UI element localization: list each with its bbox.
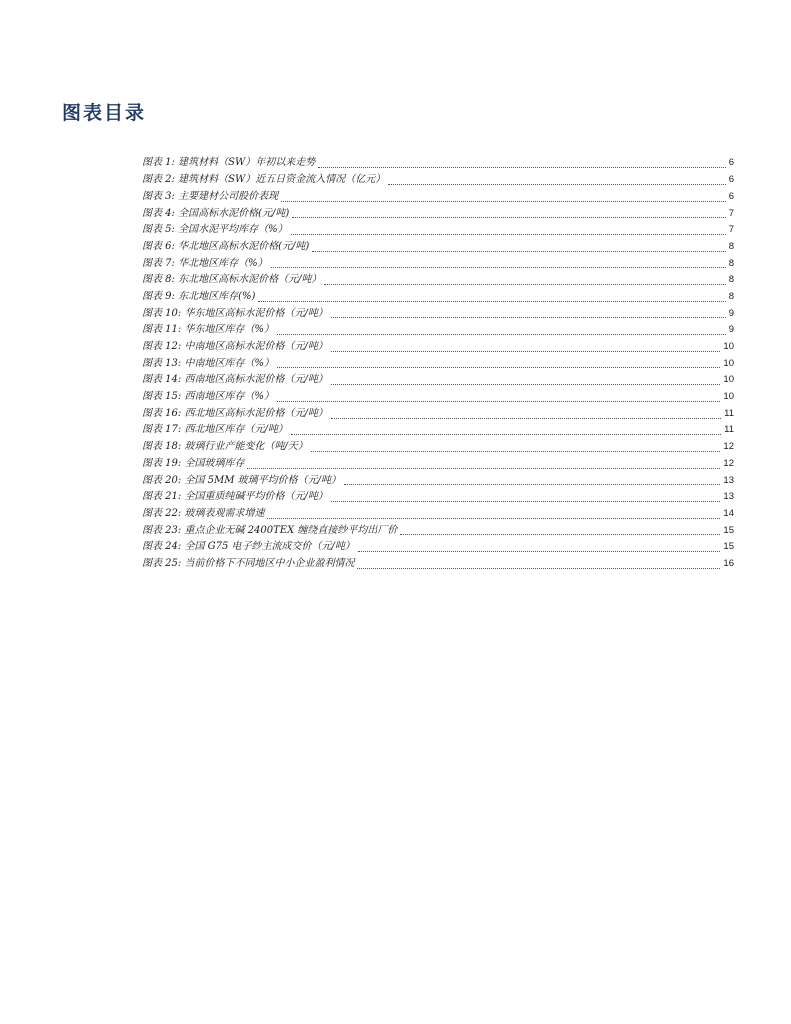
toc-entry-label: 图表 17: <box>142 424 182 436</box>
toc-entry-title: 华东地区高标水泥价格（元/吨） <box>184 307 328 319</box>
toc-dot-leader <box>331 384 721 385</box>
toc-entry-title: 中南地区高标水泥价格（元/吨） <box>184 341 328 353</box>
toc-entry-page-number: 6 <box>728 157 734 169</box>
toc-entry[interactable] <box>142 439 734 456</box>
toc-entry[interactable] <box>142 189 734 206</box>
toc-entry[interactable] <box>142 206 734 223</box>
toc-entry-page-number: 8 <box>728 240 734 252</box>
toc-dot-leader <box>331 351 721 352</box>
toc-dot-leader <box>331 418 721 419</box>
toc-entry-page-number: 9 <box>728 307 734 319</box>
toc-entry-title: 全国水泥平均库存（%） <box>178 224 288 236</box>
toc-entry-page-number: 11 <box>724 424 734 436</box>
toc-entry-label: 图表 7: <box>142 257 175 269</box>
toc-dot-leader <box>247 468 720 469</box>
toc-entry[interactable] <box>142 372 734 389</box>
toc-entry-page-number: 6 <box>728 190 734 202</box>
toc-entry-page-number: 11 <box>724 407 734 419</box>
toc-entry-title: 主要建材公司股价表现 <box>178 190 279 202</box>
toc-entry[interactable] <box>142 339 734 356</box>
toc-entry[interactable] <box>142 473 734 490</box>
toc-entry-label: 图表 22: <box>142 507 182 519</box>
toc-dot-leader <box>271 267 726 268</box>
toc-entry-page-number: 8 <box>728 290 734 302</box>
toc-entry[interactable] <box>142 556 734 573</box>
toc-dot-leader <box>312 251 725 252</box>
toc-entry[interactable] <box>142 456 734 473</box>
toc-entry-title: 全国高标水泥价格(元/吨) <box>178 207 290 219</box>
toc-entry-title: 西南地区库存（%） <box>184 391 274 403</box>
toc-entry-label: 图表 24: <box>142 541 182 553</box>
toc-dot-leader <box>311 451 721 452</box>
toc-list <box>142 156 734 573</box>
toc-entry-page-number: 13 <box>723 491 734 503</box>
toc-entry-label: 图表 21: <box>142 491 182 503</box>
toc-entry-page-number: 16 <box>723 557 734 569</box>
toc-dot-leader <box>267 518 720 519</box>
toc-dot-leader <box>318 167 725 168</box>
toc-entry[interactable] <box>142 389 734 406</box>
toc-entry[interactable] <box>142 356 734 373</box>
toc-entry-label: 图表 11: <box>142 324 182 336</box>
toc-dot-leader <box>277 401 720 402</box>
toc-entry[interactable] <box>142 406 734 423</box>
toc-entry-title: 西南地区高标水泥价格（元/吨） <box>184 374 328 386</box>
toc-entry-title: 全国重质纯碱平均价格（元/吨） <box>184 491 328 503</box>
toc-entry-label: 图表 19: <box>142 457 182 469</box>
toc-entry-title: 建筑材料（SW）年初以来走势 <box>178 157 316 169</box>
toc-entry[interactable] <box>142 239 734 256</box>
toc-entry-page-number: 6 <box>728 174 734 186</box>
toc-entry-label: 图表 5: <box>142 224 175 236</box>
toc-entry[interactable] <box>142 539 734 556</box>
toc-dot-leader <box>388 184 725 185</box>
toc-entry-page-number: 8 <box>728 274 734 286</box>
toc-title: 图表目录 <box>62 102 147 124</box>
toc-entry-page-number: 15 <box>723 524 734 536</box>
toc-dot-leader <box>291 234 726 235</box>
toc-entry-title: 东北地区库存(%) <box>178 290 256 302</box>
toc-entry-label: 图表 18: <box>142 441 182 453</box>
toc-entry-title: 建筑材料（SW）近五日资金流入情况（亿元） <box>178 174 386 186</box>
toc-entry-page-number: 9 <box>728 324 734 336</box>
toc-entry-label: 图表 10: <box>142 307 182 319</box>
toc-entry[interactable] <box>142 272 734 289</box>
toc-entry[interactable] <box>142 222 734 239</box>
toc-entry[interactable] <box>142 172 734 189</box>
toc-entry-title: 华北地区库存（%） <box>178 257 268 269</box>
toc-entry-label: 图表 9: <box>142 290 175 302</box>
toc-dot-leader <box>281 201 726 202</box>
toc-entry-label: 图表 8: <box>142 274 175 286</box>
toc-entry[interactable] <box>142 423 734 440</box>
toc-entry-page-number: 7 <box>728 207 734 219</box>
toc-entry[interactable] <box>142 506 734 523</box>
toc-entry-label: 图表 6: <box>142 240 175 252</box>
toc-dot-leader <box>357 568 720 569</box>
toc-dot-leader <box>277 334 726 335</box>
toc-entry[interactable] <box>142 523 734 540</box>
toc-entry-title: 当前价格下不同地区中小企业盈利情况 <box>184 557 355 569</box>
toc-entry-page-number: 15 <box>723 541 734 553</box>
toc-entry-title: 玻璃行业产能变化（吨/天） <box>184 441 308 453</box>
toc-entry-label: 图表 20: <box>142 474 182 486</box>
toc-dot-leader <box>358 551 721 552</box>
toc-entry-title: 全国 G75 电子纱主流成交价（元/吨） <box>184 541 355 553</box>
toc-entry-label: 图表 12: <box>142 341 182 353</box>
toc-entry-page-number: 10 <box>723 374 734 386</box>
toc-entry-page-number: 8 <box>728 257 734 269</box>
toc-entry-page-number: 14 <box>723 507 734 519</box>
toc-entry-label: 图表 4: <box>142 207 175 219</box>
toc-dot-leader <box>400 534 720 535</box>
toc-entry[interactable] <box>142 322 734 339</box>
toc-entry-title: 东北地区高标水泥价格（元/吨） <box>178 274 322 286</box>
toc-dot-leader <box>277 367 720 368</box>
toc-entry[interactable] <box>142 156 734 173</box>
toc-entry-label: 图表 3: <box>142 190 175 202</box>
toc-entry-page-number: 13 <box>723 474 734 486</box>
toc-entry-title: 玻璃表观需求增速 <box>184 507 265 519</box>
toc-entry[interactable] <box>142 289 734 306</box>
toc-entry-label: 图表 25: <box>142 557 182 569</box>
toc-dot-leader <box>344 484 720 485</box>
toc-entry-title: 西北地区高标水泥价格（元/吨） <box>184 407 328 419</box>
toc-entry-label: 图表 14: <box>142 374 182 386</box>
toc-dot-leader <box>331 501 721 502</box>
toc-dot-leader <box>331 317 726 318</box>
toc-entry-page-number: 12 <box>723 441 734 453</box>
toc-entry-label: 图表 2: <box>142 174 175 186</box>
toc-entry-title: 全国玻璃库存 <box>184 457 245 469</box>
toc-dot-leader <box>324 284 725 285</box>
toc-entry[interactable] <box>142 306 734 323</box>
toc-entry-label: 图表 23: <box>142 524 182 536</box>
toc-entry-page-number: 7 <box>728 224 734 236</box>
toc-entry-label: 图表 16: <box>142 407 182 419</box>
toc-entry-page-number: 12 <box>723 457 734 469</box>
toc-entry-page-number: 10 <box>723 341 734 353</box>
toc-entry-title: 重点企业无碱 2400TEX 缠绕直接纱平均出厂价 <box>184 524 398 536</box>
toc-dot-leader <box>292 217 725 218</box>
toc-entry-page-number: 10 <box>723 357 734 369</box>
toc-dot-leader <box>258 301 725 302</box>
toc-entry-title: 中南地区库存（%） <box>184 357 274 369</box>
toc-entry[interactable] <box>142 489 734 506</box>
toc-entry-title: 华东地区库存（%） <box>184 324 274 336</box>
toc-entry-label: 图表 1: <box>142 157 175 169</box>
toc-entry-label: 图表 13: <box>142 357 182 369</box>
toc-entry-title: 西北地区库存（元/吨） <box>184 424 288 436</box>
toc-entry-title: 华北地区高标水泥价格(元/吨) <box>178 240 310 252</box>
toc-entry[interactable] <box>142 256 734 273</box>
toc-entry-title: 全国 5MM 玻璃平均价格（元/吨） <box>184 474 342 486</box>
toc-entry-page-number: 10 <box>723 391 734 403</box>
toc-entry-label: 图表 15: <box>142 391 182 403</box>
toc-dot-leader <box>291 434 721 435</box>
